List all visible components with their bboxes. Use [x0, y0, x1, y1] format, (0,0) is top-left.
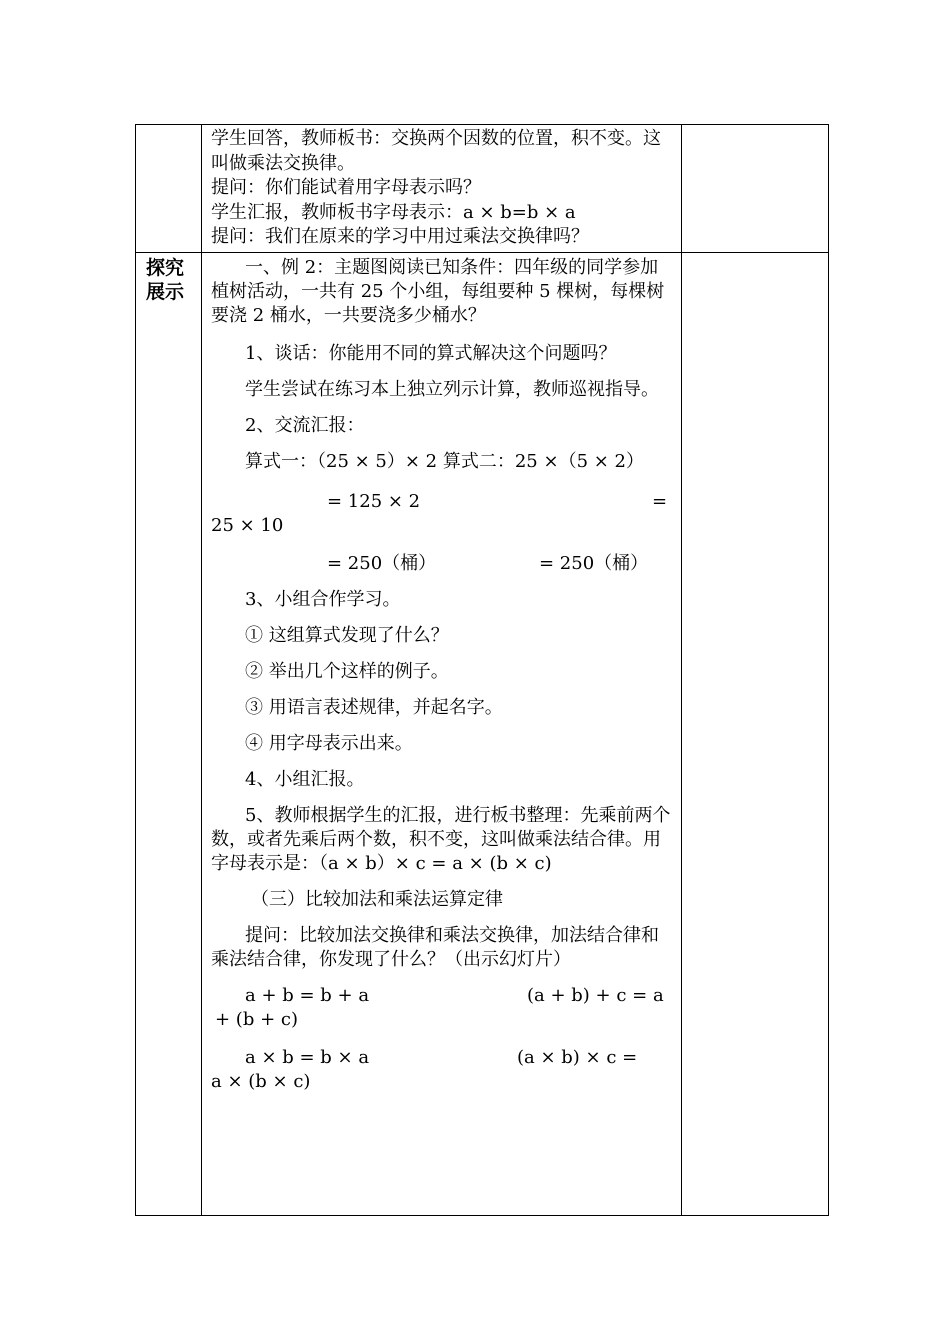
text-line: 提问：你们能试着用字母表示吗？ — [211, 177, 481, 198]
report-heading: 2、交流汇报： — [245, 414, 365, 436]
table-row — [136, 252, 829, 1215]
section-label: 探究展示 — [146, 256, 185, 303]
calc-line: 25 × 10 — [211, 514, 284, 536]
group-report: 4、小组汇报。 — [245, 768, 365, 790]
example-paragraph: 一、例 2：主题图阅读已知条件：四年级的同学参加植树活动，一共有 25 个小组，每组要种 5 棵树，每棵树要浇 2 桶水，一共要浇多少桶水？ — [211, 256, 665, 326]
comparison-prompt: 提问：比较加法交换律和乘法交换律，加法结合律和乘法结合律，你发现了什么？（出示幻灯片） — [211, 924, 659, 970]
question-item: ④ 用字母表示出来。 — [245, 732, 413, 754]
calc-line: 算式一：（25 × 5）× 2 算式二：25 ×（5 × 2） — [245, 450, 644, 472]
notes-cell — [682, 125, 829, 253]
question-item: ① 这组算式发现了什么？ — [245, 624, 449, 646]
text-line: 学生回答，教师板书：交换两个因数的位置，积不变。这叫做乘法交换律。 — [211, 128, 661, 174]
formula-line: a + b = b + a (a + b) + c = a — [245, 984, 664, 1006]
teacher-summary: 5、教师根据学生的汇报，进行板书整理：先乘前两个数，或者先乘后两个数，积不变，这叫做乘法结合律。用字母表示是：（a × b）× c = a × (b × c) — [211, 804, 671, 874]
content-cell — [202, 252, 682, 1215]
formula-line: + (b + c) — [215, 1008, 298, 1030]
notes-cell — [682, 252, 829, 1215]
group-study: 3、小组合作学习。 — [245, 588, 401, 610]
formula-line: a × (b × c) — [211, 1070, 311, 1092]
question-item: ② 举出几个这样的例子。 — [245, 660, 449, 682]
content-cell — [202, 125, 682, 253]
label-cell — [136, 125, 202, 253]
text-line: 学生汇报，教师板书字母表示：a × b=b × a — [211, 201, 576, 223]
section-heading: （三）比较加法和乘法运算定律 — [251, 888, 503, 910]
text-line: 提问：我们在原来的学习中用过乘法交换律吗？ — [211, 226, 589, 247]
table-row — [136, 125, 829, 253]
question-item: ③ 用语言表述规律，并起名字。 — [245, 696, 503, 718]
calc-line: = 125 × 2 = — [327, 490, 668, 512]
label-cell — [136, 252, 202, 1215]
formula-line: a × b = b × a (a × b) × c = — [245, 1046, 638, 1068]
calc-line: = 250（桶） = 250（桶） — [327, 552, 649, 574]
discussion-prompt: 1、谈话：你能用不同的算式解决这个问题吗？ — [245, 342, 617, 364]
student-attempt: 学生尝试在练习本上独立列示计算，教师巡视指导。 — [245, 378, 659, 400]
lesson-plan-table — [135, 124, 829, 1216]
